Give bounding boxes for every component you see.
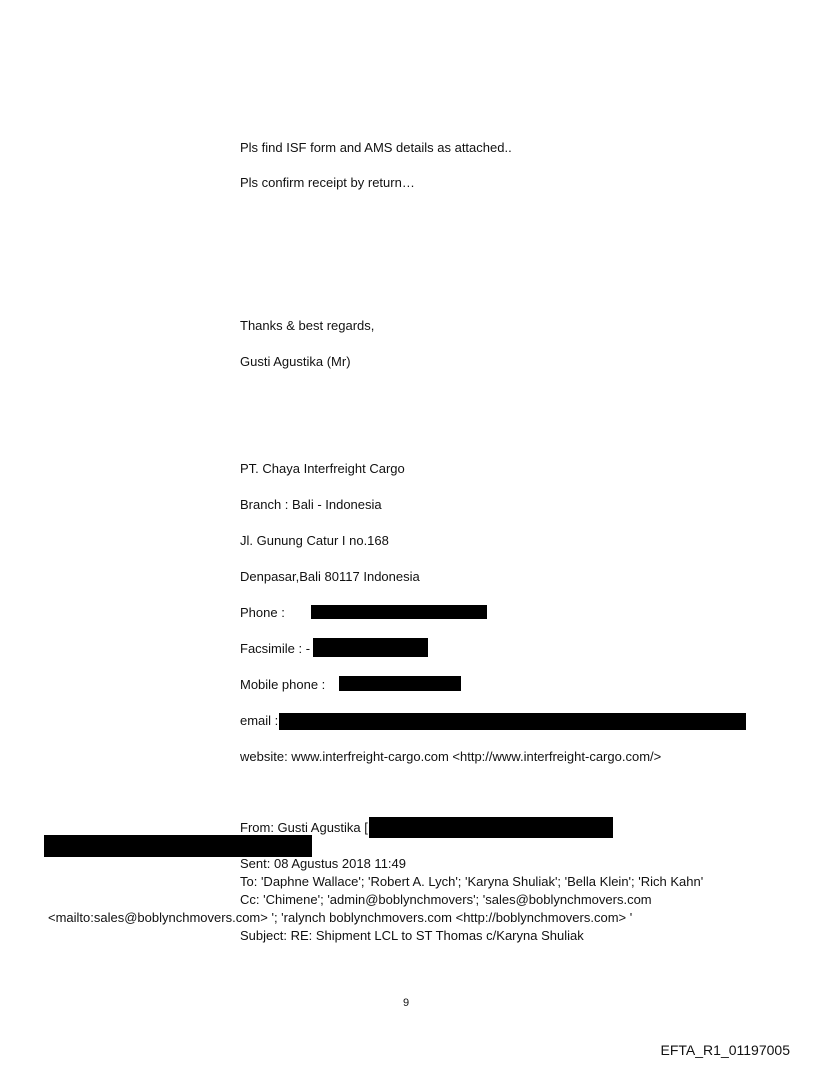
from-line: From: Gusti Agustika [ (240, 820, 368, 835)
redaction-phone (311, 605, 487, 619)
phone-label: Phone : (240, 605, 285, 620)
page-number: 9 (403, 997, 410, 1009)
to-line: To: 'Daphne Wallace'; 'Robert A. Lych'; 'Karyna Shuliak'; 'Bella Klein'; 'Rich Kahn' (240, 874, 704, 889)
cc-line: Cc: 'Chimene'; 'admin@boblynchmovers'; 'sales@boblynchmovers.com (240, 892, 652, 907)
street-line: Jl. Gunung Catur I no.168 (240, 533, 389, 548)
redaction-mobile (339, 676, 461, 691)
mobile-label: Mobile phone : (240, 677, 326, 692)
redaction-from-email (369, 817, 613, 838)
redaction-from-email-continued (44, 835, 312, 857)
subject-line: Subject: RE: Shipment LCL to ST Thomas c/Karyna Shuliak (240, 928, 584, 943)
company-name: PT. Chaya Interfreight Cargo (240, 461, 405, 476)
city-line: Denpasar,Bali 80117 Indonesia (240, 569, 420, 584)
redaction-email (279, 713, 746, 730)
sent-line: Sent: 08 Agustus 2018 11:49 (240, 856, 407, 871)
sender-name: Gusti Agustika (Mr) (240, 354, 351, 369)
redaction-fax (313, 638, 428, 657)
bates-id: EFTA_R1_01197005 (660, 1042, 790, 1058)
body-line-confirm: Pls confirm receipt by return… (240, 175, 415, 190)
website-line: website: www.interfreight-cargo.com <http://www.interfreight-cargo.com/> (240, 749, 662, 764)
cc-continued-line: <mailto:sales@boblynchmovers.com> '; 'ralynch boblynchmovers.com <http://boblynchmovers.com> ' (48, 910, 633, 925)
branch-line: Branch : Bali - Indonesia (240, 497, 382, 512)
email-label: email : (240, 713, 279, 728)
closing-line: Thanks & best regards, (240, 318, 375, 333)
body-line-isf: Pls find ISF form and AMS details as attached.. (240, 140, 512, 155)
fax-label: Facsimile : - (240, 641, 311, 656)
